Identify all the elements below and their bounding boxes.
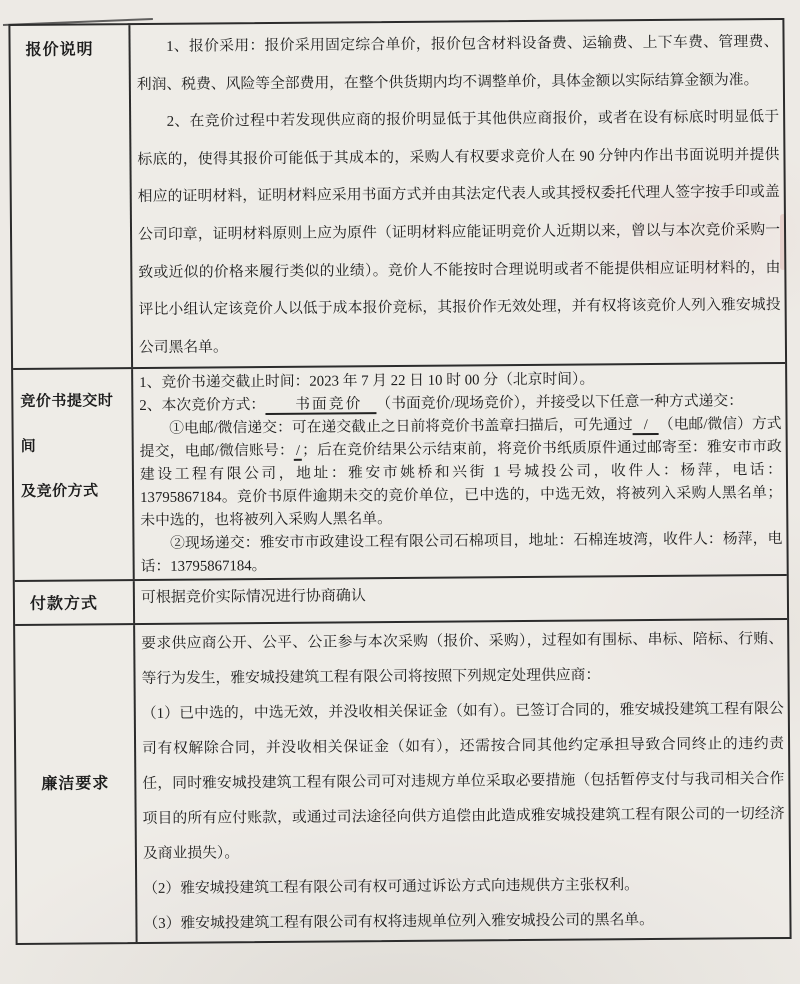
row-header-cell [15, 625, 137, 943]
row-header-label-line1: 竞价书提交时间 [20, 393, 114, 456]
account-filled-blank: / [294, 443, 302, 461]
integrity-clause-1: （1）已中选的，中选无效，并没收相关保证金（如有）。已签订合同的，雅安城投建筑工程有限公司有权解除合同，并没收相关保证金（如有），还需按合同其他约定承担导致合同终止的违约责任，同时雅安城投建筑工程有限公司可对违规方单位采取必要措施（包括暂停支付与我司相关合作项目的所有应付账款，或通过司法途径向供方追偿由此造成雅安城投建筑工程有限公司的一切经济及商业损失）。 [141, 701, 785, 863]
deadline-line: 1、竞价书递交截止时间：2023 年 7 月 22 日 10 时 00 分（北京时间）。 [139, 371, 595, 392]
text-segment: ；后在竞价结果公示结束前，将竞价书纸质原件通过邮寄至：雅安市市政建设工程有限公司，地址：雅安市姚桥和兴街 1 号城投公司，收件人：杨萍，电话：13795867184。竞价书原件逾期未交的竞价单位，已中选的，中选无效，将被列入采购人黑名单；未中选的，也将被列入采购人黑名单。 [139, 439, 783, 530]
text-segment: （书面竞价/现场竞价），并接受以下任意一种方式递交： [376, 393, 744, 413]
row-header-cell [15, 581, 135, 624]
row-header-label: 付款方式 [29, 595, 99, 614]
text-segment: ①电邮/微信递交：可在递交截止之日前将竞价书盖章扫描后，可先通过 [169, 417, 633, 438]
payment-method-content [135, 576, 787, 623]
channel-filled-blank: / [633, 417, 659, 435]
integrity-intro-paragraph: 要求供应商公开、公平、公正参与本次采购（报价、采购），过程如有围标、串标、陪标、行贿、等行为发生，雅安城投建筑工程有限公司将按照下列规定处理供应商： [141, 631, 784, 688]
onsite-submission-paragraph: ②现场递交：雅安市市政建设工程有限公司石棉项目，地址：石棉连坡湾，收件人：杨萍，电话：13795867184。 [140, 531, 783, 576]
integrity-content [135, 620, 789, 942]
procurement-terms-table [8, 18, 791, 945]
row-header-label-line2: 及竞价方式 [21, 483, 99, 501]
row-header-label: 报价说明 [25, 41, 94, 59]
row-submission-time-method [13, 364, 787, 582]
integrity-clause-2: （2）雅安城投建筑工程有限公司有权可通过诉讼方式向违规供方主张权利。 [143, 877, 639, 898]
email-submission-paragraph [139, 413, 782, 533]
row-integrity-requirements [15, 620, 789, 943]
quotation-notes-content [130, 20, 785, 367]
row-header-label: 廉洁要求 [41, 775, 110, 793]
payment-method-line: 可根据竞价实际情况进行协商确认 [140, 588, 366, 607]
row-quotation-notes [10, 20, 785, 370]
bid-method-filled-blank: 书面竞价 [265, 397, 376, 416]
integrity-clause-3: （3）雅安城投建筑工程有限公司有权将违规单位列入雅安城投公司的黑名单。 [143, 912, 655, 933]
text-segment: （电邮/微信）方式提交，电邮/微信账号： [139, 416, 782, 461]
text-segment: 2、本次竞价方式： [139, 397, 266, 415]
submission-content [133, 364, 787, 579]
paragraph-low-bid-rule: 2、在竞价过程中若发现供应商的报价明显低于其他供应商报价，或者在设有标底时明显低于标底的，使得其报价可能低于其成本的，采购人有权要求竞价人在 90 分钟内作出书面说明并提供相应的证明材料，证明材料应采用书面方式并由其法定代表人或其授权委托代理人签字按手印或盖公司印章，证明材料原则上应为原件（证明材料应能证明竞价人近期以来，曾以与本次竞价采购一致或近似的价格来履行类似的业绩）。竞价人不能按时合理说明或者不能提供相应证明材料的，由评比小组认定该竞价人以低于成本报价竞标，其报价作无效处理，并有权将该竞价人列入雅安城投公司黑名单。 [137, 109, 781, 356]
row-payment-method [15, 576, 787, 626]
paragraph-fixed-unit-price: 1、报价采用：报价采用固定综合单价，报价包含材料设备费、运输费、上下车费、管理费、利润、税费、风险等全部费用，在整个供货期内均不调整单价，具体金额以实际结算金额为准。 [136, 34, 779, 93]
row-header-cell [10, 25, 133, 368]
row-header-cell [13, 369, 135, 580]
